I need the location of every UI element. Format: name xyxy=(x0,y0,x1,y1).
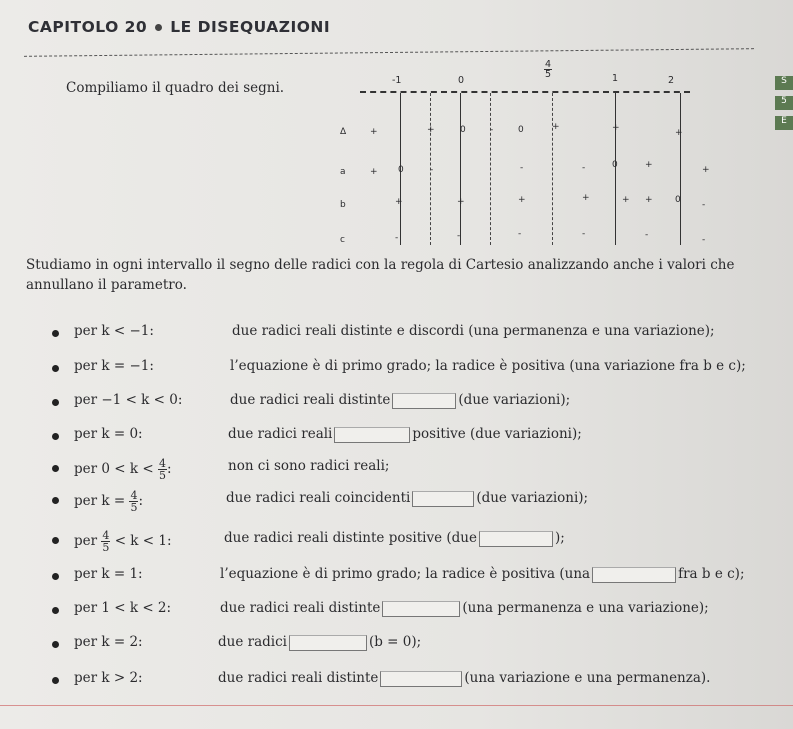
fraction xyxy=(101,530,110,553)
row-label-a: a xyxy=(340,167,346,177)
table-column-line xyxy=(552,93,553,245)
case-description: due radici reali coincidenti xyxy=(226,490,411,506)
bottom-divider xyxy=(0,705,793,706)
sign-cell: + xyxy=(518,195,526,205)
case-description: l’equazione è di primo grado; la radice è positiva (una variazione fra b e c); xyxy=(230,358,746,374)
condition-text: < k < 1: xyxy=(114,533,172,549)
sign-cell: 0 xyxy=(518,125,524,135)
sign-cell: 0 xyxy=(675,195,681,205)
explanation-paragraph: Studiamo in ogni intervallo il segno delle radici con la regola di Cartesio analizzando anche i valori che annullano il parametro. xyxy=(26,257,735,293)
fraction-numerator: 4 xyxy=(130,489,138,502)
bullet-icon xyxy=(52,365,59,372)
row-label-b: b xyxy=(340,200,346,210)
chapter-number: CAPITOLO 20 xyxy=(28,18,148,36)
edge-tab: S xyxy=(775,76,793,90)
case-condition xyxy=(74,530,172,553)
answer-blank[interactable] xyxy=(334,427,410,443)
sign-cell: - xyxy=(395,233,399,243)
edge-tab: 5 xyxy=(775,96,793,110)
top-label: -1 xyxy=(392,75,402,86)
case-description-end: ); xyxy=(554,530,565,546)
bullet-icon xyxy=(155,24,162,31)
sign-cell: + xyxy=(702,165,710,175)
sign-cell: - xyxy=(702,235,706,245)
page-edge-tabs xyxy=(775,70,793,170)
sign-cell: - xyxy=(645,230,649,240)
sign-cell: + xyxy=(582,193,590,203)
bullet-icon xyxy=(52,433,59,440)
case-description: due radici reali distinte xyxy=(230,392,391,408)
fraction-denominator: 5 xyxy=(158,469,166,482)
sign-cell: - xyxy=(582,163,586,173)
bullet-icon xyxy=(52,537,59,544)
sign-cell: 0 xyxy=(460,125,466,135)
case-description-end: (una permanenza e una variazione); xyxy=(462,600,709,616)
condition-text: : xyxy=(138,493,144,509)
sign-cell: + xyxy=(552,122,560,132)
sign-cell: - xyxy=(490,125,494,135)
condition-text: per xyxy=(74,533,98,549)
answer-blank[interactable] xyxy=(592,567,676,583)
top-label: 0 xyxy=(458,75,465,86)
fraction-denominator: 5 xyxy=(130,501,138,514)
sign-cell: - xyxy=(430,165,434,175)
fraction-denominator: 5 xyxy=(545,69,552,80)
intro-text: Compiliamo il quadro dei segni. xyxy=(66,80,285,96)
bullet-icon xyxy=(52,641,59,648)
bullet-icon xyxy=(52,399,59,406)
bullet-icon xyxy=(52,573,59,580)
answer-blank[interactable] xyxy=(392,393,456,409)
row-label-c: c xyxy=(340,235,345,245)
case-description-end: (una variazione e una permanenza). xyxy=(464,670,711,686)
answer-blank[interactable] xyxy=(479,531,553,547)
case-description: l’equazione è di primo grado; la radice è positiva (una xyxy=(220,566,591,582)
bullet-icon xyxy=(52,607,59,614)
sign-cell: + xyxy=(612,123,620,133)
case-condition: per k = 0: xyxy=(74,426,143,442)
table-top-line xyxy=(360,91,690,93)
answer-blank[interactable] xyxy=(289,635,367,651)
fraction-numerator: 4 xyxy=(158,457,166,470)
case-condition: per k = 2: xyxy=(74,634,143,650)
condition-text: per 0 < k < xyxy=(74,461,154,477)
sign-cell: + xyxy=(370,127,378,137)
case-description: due radici xyxy=(218,634,287,650)
condition-text: per k = xyxy=(74,493,126,509)
case-description: due radici reali distinte xyxy=(220,600,381,616)
answer-blank[interactable] xyxy=(382,601,460,617)
sign-cell: 0 xyxy=(398,165,404,175)
sign-table xyxy=(330,55,750,255)
table-column-line xyxy=(460,93,461,245)
bullet-icon xyxy=(52,330,59,337)
sign-cell: + xyxy=(645,195,653,205)
sign-cell: + xyxy=(427,125,435,135)
bullet-icon xyxy=(52,677,59,684)
fraction xyxy=(158,458,167,481)
case-description-end: (due variazioni); xyxy=(476,490,589,506)
top-label-fraction xyxy=(544,60,552,79)
sign-cell: 0 xyxy=(612,160,618,170)
bullet-icon xyxy=(52,497,59,504)
sign-cell: - xyxy=(582,229,586,239)
case-condition xyxy=(74,490,143,513)
sign-cell: + xyxy=(622,195,630,205)
row-label-delta: Δ xyxy=(340,127,347,137)
case-description: due radici reali distinte positive (due xyxy=(224,530,477,546)
case-description: non ci sono radici reali; xyxy=(228,458,390,474)
answer-blank[interactable] xyxy=(412,491,474,507)
sign-cell: - xyxy=(518,229,522,239)
case-condition: per k < −1: xyxy=(74,323,154,339)
table-column-line xyxy=(490,93,494,245)
condition-text: : xyxy=(166,461,172,477)
case-description: due radici reali distinte e discordi (una permanenza e una variazione); xyxy=(232,323,715,339)
case-description-end: (due variazioni); xyxy=(458,392,571,408)
top-label: 1 xyxy=(612,73,619,84)
sign-cell: + xyxy=(370,167,378,177)
sign-cell: + xyxy=(645,160,653,170)
case-description-end: positive (due variazioni); xyxy=(412,426,582,442)
sign-cell: + xyxy=(395,197,403,207)
case-condition: per −1 < k < 0: xyxy=(74,392,183,408)
fraction-numerator: 4 xyxy=(545,59,552,70)
fraction-denominator: 5 xyxy=(102,541,110,554)
case-description-end: fra b e c); xyxy=(678,566,745,582)
answer-blank[interactable] xyxy=(380,671,462,687)
sign-cell: - xyxy=(702,200,706,210)
case-description-end: (b = 0); xyxy=(368,634,422,650)
table-column-line xyxy=(680,93,681,245)
sign-cell: - xyxy=(520,163,524,173)
bullet-icon xyxy=(52,465,59,472)
edge-tab: E xyxy=(775,116,793,130)
case-condition xyxy=(74,458,172,481)
case-condition: per k > 2: xyxy=(74,670,143,686)
chapter-title: LE DISEQUAZIONI xyxy=(170,18,331,36)
case-condition: per 1 < k < 2: xyxy=(74,600,172,616)
case-condition: per k = −1: xyxy=(74,358,154,374)
case-description: due radici reali xyxy=(228,426,333,442)
sign-cell: - xyxy=(457,231,461,241)
chapter-header xyxy=(28,18,330,36)
sign-cell: + xyxy=(675,128,683,138)
case-condition: per k = 1: xyxy=(74,566,143,582)
fraction-numerator: 4 xyxy=(102,529,110,542)
case-description: due radici reali distinte xyxy=(218,670,379,686)
sign-cell: + xyxy=(457,197,465,207)
top-label: 2 xyxy=(668,75,675,86)
